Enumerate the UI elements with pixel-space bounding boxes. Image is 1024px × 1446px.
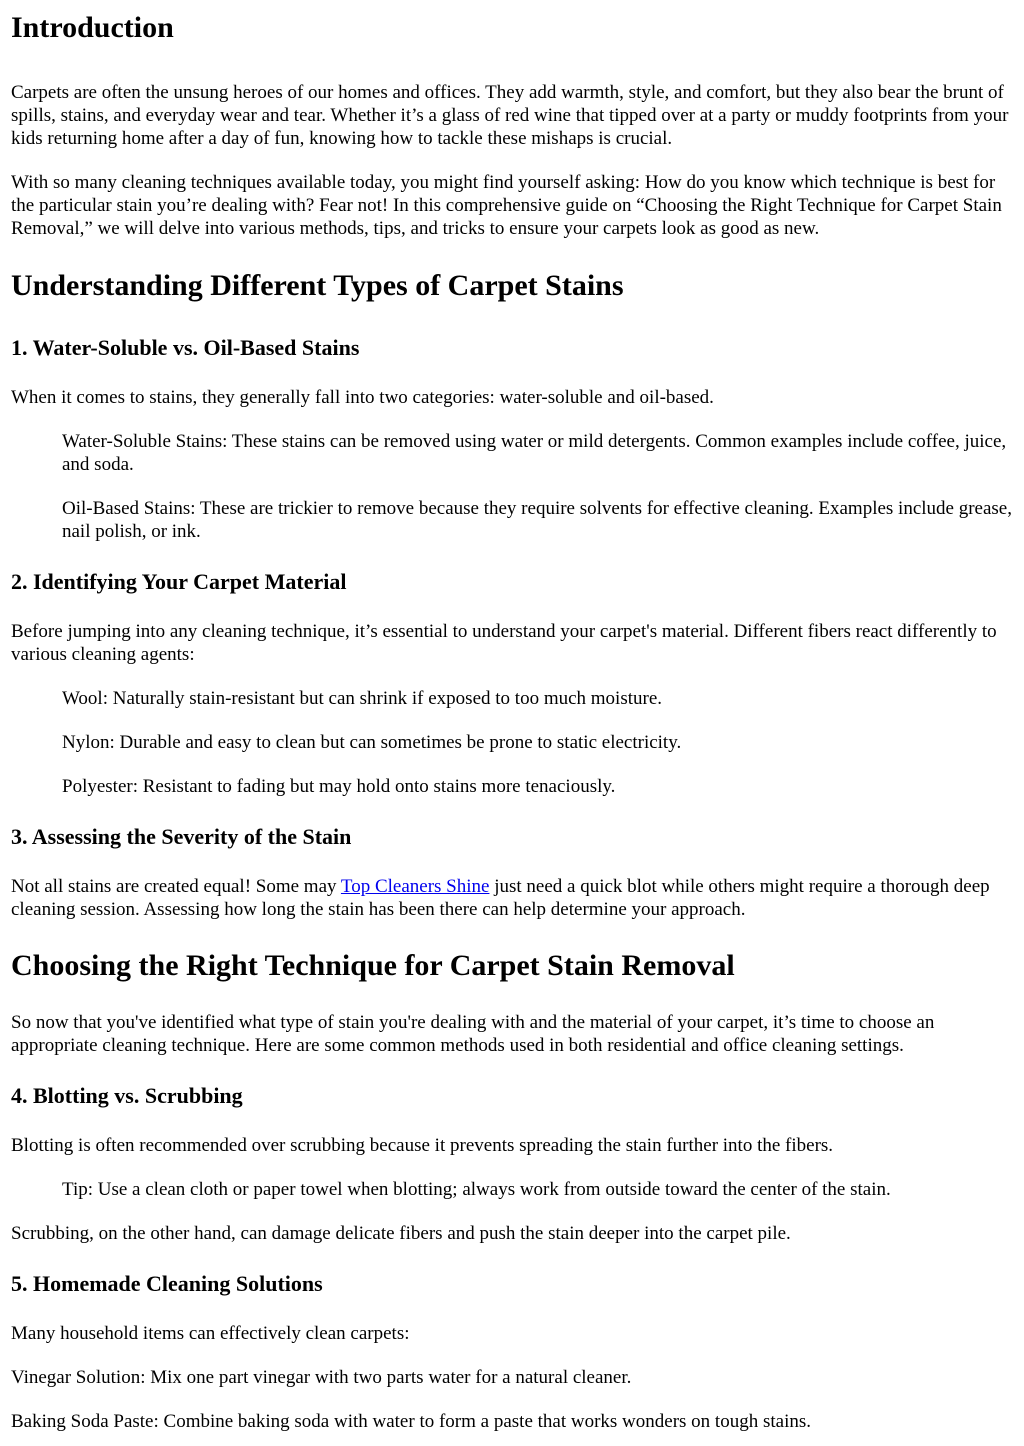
list-item-wool: Wool: Naturally stain-resistant but can shrink if exposed to too much moisture. [62, 688, 663, 709]
material-intro: Before jumping into any cleaning technique, it’s essential to understand your carpet's material. Different fibers react differently to various cleaning agents: [11, 621, 997, 665]
choosing-intro: So now that you've identified what type of stain you're dealing with and the material of your carpet, it’s time to choose an appropriate cleaning technique. Here are some common methods used in both residential and office cleaning settings. [11, 1012, 935, 1056]
scrubbing-paragraph: Scrubbing, on the other hand, can damage delicate fibers and push the stain deeper into the carpet pile. [11, 1223, 791, 1244]
list-item-oil-based: Oil-Based Stains: These are trickier to remove because they require solvents for effective cleaning. Examples include grease, nail polish, or ink. [62, 498, 1012, 542]
water-oil-intro: When it comes to stains, they generally fall into two categories: water-soluble and oil-based. [11, 387, 714, 408]
blotting-paragraph: Blotting is often recommended over scrubbing because it prevents spreading the stain further into the fibers. [11, 1135, 834, 1156]
subheading-water-oil: 1. Water-Soluble vs. Oil-Based Stains [11, 335, 360, 360]
top-cleaners-shine-link[interactable]: Top Cleaners Shine [340, 876, 490, 897]
blotting-tip: Tip: Use a clean cloth or paper towel when blotting; always work from outside toward the center of the stain. [62, 1179, 891, 1200]
severity-paragraph [11, 875, 1013, 921]
intro-paragraph-1: Carpets are often the unsung heroes of our homes and offices. They add warmth, style, and comfort, but they also bear the brunt of spills, stains, and everyday wear and tear. Whether it’s a glass of red wine that tipped over at a party or muddy footprints from your kids returning home after a day of fun, knowing how to tackle these mishaps is crucial. [11, 82, 1009, 149]
subheading-blotting-scrubbing: 4. Blotting vs. Scrubbing [11, 1083, 243, 1108]
list-item-water-soluble: Water-Soluble Stains: These stains can be removed using water or mild detergents. Common examples include coffee, juice, and soda. [62, 431, 1007, 475]
heading-stain-types: Understanding Different Types of Carpet Stains [11, 269, 624, 302]
heading-choosing-technique: Choosing the Right Technique for Carpet Stain Removal [11, 949, 735, 982]
subheading-homemade-solutions: 5. Homemade Cleaning Solutions [11, 1271, 323, 1296]
intro-paragraph-2: With so many cleaning techniques available today, you might find yourself asking: How do you know which technique is best for the particular stain you’re dealing with? Fear not! In this comprehensive guide on “Choosing the Right Technique for Carpet Stain Removal,” we will delve into various methods, tips, and tricks to ensure your carpets look as good as new. [11, 172, 1002, 239]
baking-soda-paste: Baking Soda Paste: Combine baking soda with water to form a paste that works wonders on tough stains. [11, 1411, 811, 1432]
vinegar-solution: Vinegar Solution: Mix one part vinegar with two parts water for a natural cleaner. [11, 1367, 632, 1388]
subheading-severity: 3. Assessing the Severity of the Stain [11, 824, 352, 849]
heading-introduction: Introduction [11, 11, 174, 44]
list-item-nylon: Nylon: Durable and easy to clean but can sometimes be prone to static electricity. [62, 732, 682, 753]
homemade-intro: Many household items can effectively clean carpets: [11, 1323, 410, 1344]
subheading-carpet-material: 2. Identifying Your Carpet Material [11, 569, 347, 594]
severity-text-before: Not all stains are created equal! Some may [11, 876, 341, 897]
severity-text-after: just need a quick blot while others might require a thorough deep cleaning session. Assessing how long the stain has been there can help determine your approach. [11, 876, 990, 920]
list-item-polyester: Polyester: Resistant to fading but may hold onto stains more tenaciously. [62, 776, 616, 797]
